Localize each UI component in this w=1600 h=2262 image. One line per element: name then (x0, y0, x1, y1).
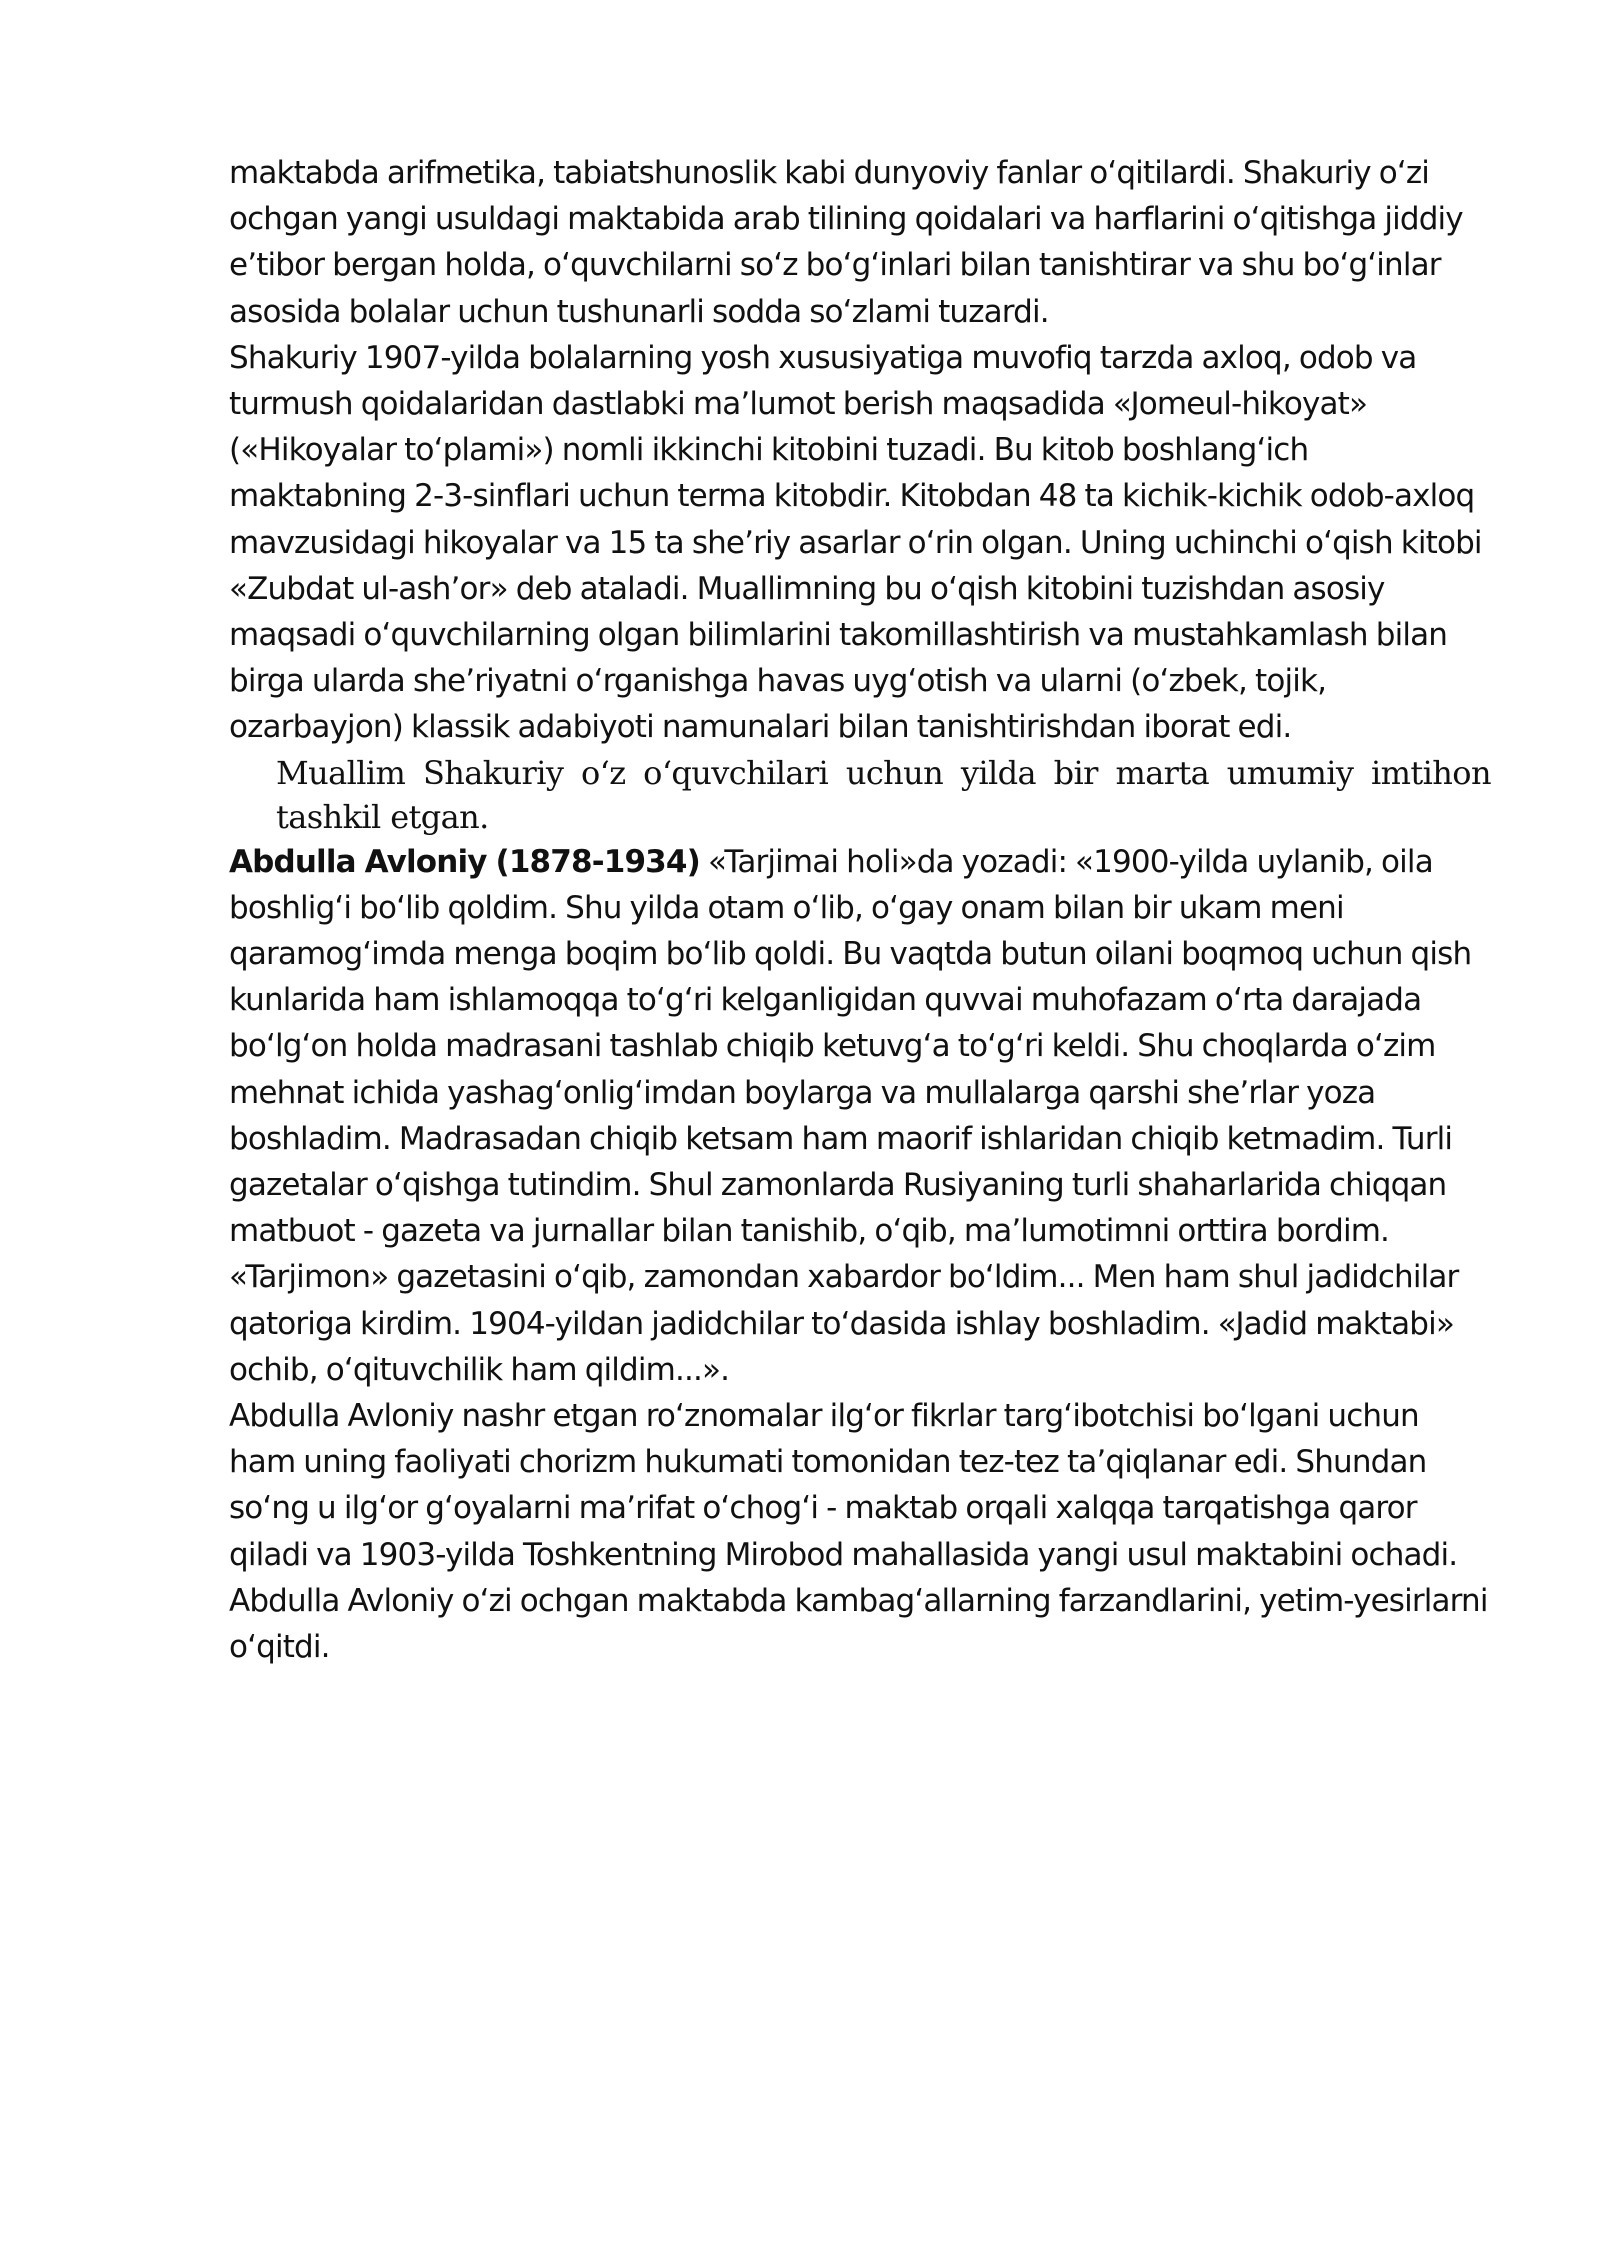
paragraph-annual-exam: Muallim Shakuriy oʻz oʻquvchilari uchun yilda bir marta umumiy imtihon tashkil etgan. (276, 753, 1491, 836)
paragraph-jomeul-hikoyat: Shakuriy 1907-yilda bolalarning yosh xususiyatiga muvofiq tarzda axloq, odob va turmush qoidalaridan dastlabki maʼlumot berish maqsadida «Jomeul-hikoyat» («Hikoyalar toʻplami») nomli ikkinchi kitobini tuzadi. Bu kitob boshlangʻich maktabning 2-3-sinflari uchun terma kitobdir. Kitobdan 48 ta kichik-kichik odob-axloq mavzusidagi hikoyalar va 15 ta sheʼriy asarlar oʻrin olgan. Uning uchinchi oʻqish kitobi «Zubdat ul-ashʼor» deb ataladi. Muallimning bu oʻqish kitobini tuzishdan asosiy maqsadi oʻquvchilarning olgan bilimlarini takomillashtirish va mustahkamlash bilan birga ularda sheʼriyatni oʻrganishga havas uygʻotish va ularni (oʻzbek, tojik, ozarbayjon) klassik adabiyoti namunalari bilan tanishtirishdan iborat edi. (229, 339, 1482, 746)
paragraph-shakuriy-school: maktabda arifmetika, tabiatshunoslik kabi dunyoviy fanlar oʻqitilardi. Shakuriy oʻzi ochgan yangi usuldagi maktabida arab tilining qoidalari va harflarini oʻqitishga jiddiy eʼtibor bergan holda, oʻquvchilarni soʻz boʻgʻinlari bilan tanishtirar va shu boʻgʻinlar asosida bolalar uchun tushunarli sodda soʻzlami tuzardi. (229, 155, 1463, 330)
avloniy-name-heading: Abdulla Avloniy (1878-1934) (229, 843, 700, 880)
paragraph-avloniy-biography (229, 839, 1491, 1393)
paragraph-avloniy-school: Abdulla Avloniy nashr etgan roʻznomalar ilgʻor fikrlar targʻibotchisi boʻlgani uchun ham uning faoliyati chorizm hukumati tomonidan tez-tez taʼqiqlanar edi. Shundan soʻng u ilgʻor gʻoyalarni maʼrifat oʻchogʻi - maktab orqali xalqqa tarqatishga qaror qiladi va 1903-yilda Toshkentning Mirobod mahallasida yangi usul maktabini ochadi. Abdulla Avloniy oʻzi ochgan maktabda kambagʻallarning farzandlarini, yetim-yesirlarni oʻqitdi. (229, 1398, 1488, 1666)
document-body (229, 150, 1491, 1670)
avloniy-biography-text: «Tarjimai holi»da yozadi: «1900-yilda uylanib, oila boshligʻi boʻlib qoldim. Shu yilda otam oʻlib, oʻgay onam bilan bir ukam meni qaramogʻimda menga boqim boʻlib qoldi. Bu vaqtda butun oilani boqmoq uchun qish kunlarida ham ishlamoqqa toʻgʻri kelganligidan quvvai muhofazam oʻrta darajada boʻlgʻon holda madrasani tashlab chiqib ketuvgʻa toʻgʻri keldi. Shu choqlarda oʻzim mehnat ichida yashagʻonligʻimdan boylarga va mullalarga qarshi sheʼrlar yoza boshladim. Madrasadan chiqib ketsam ham maorif ishlaridan chiqib ketmadim. Turli gazetalar oʻqishga tutindim. Shul zamonlarda Rusiyaning turli shaharlarida chiqqan matbuot - gazeta va jurnallar bilan tanishib, oʻqib, maʼlumotimni orttira bordim. «Tarjimon» gazetasini oʻqib, zamondan xabardor boʻldim... Men ham shul jadidchilar qatoriga kirdim. 1904-yildan jadidchilar toʻdasida ishlay boshladim. «Jadid maktabi» ochib, oʻqituvchilik ham qildim...». (229, 843, 1472, 1388)
